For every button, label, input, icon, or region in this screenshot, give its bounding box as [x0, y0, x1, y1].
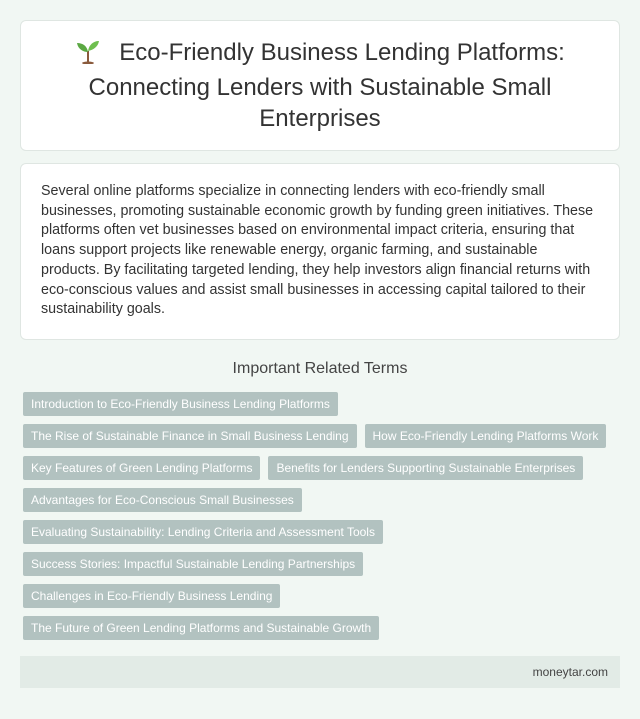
- related-term-tag[interactable]: Advantages for Eco-Conscious Small Businesses: [23, 488, 302, 512]
- related-term-tag[interactable]: Introduction to Eco-Friendly Business Lending Platforms: [23, 392, 338, 416]
- footer: [20, 656, 620, 688]
- related-term-tag[interactable]: Success Stories: Impactful Sustainable Lending Partnerships: [23, 552, 363, 576]
- related-term-tag[interactable]: Challenges in Eco-Friendly Business Lending: [23, 584, 280, 608]
- summary-text: Several online platforms specialize in connecting lenders with eco-friendly small businesses, promoting sustainable economic growth by funding green initiatives. These platforms often vet businesses based on environmental impact criteria, ensuring that loans support projects like renewable energy, organic farming, and sustainable products. By facilitating targeted lending, they help investors align financial returns with eco-conscious values and assist small businesses in accessing capital tailored to their sustainability goals.: [41, 183, 594, 318]
- related-term-tag[interactable]: Benefits for Lenders Supporting Sustainable Enterprises: [268, 456, 583, 480]
- summary-card: [20, 163, 620, 340]
- page-title: [60, 37, 580, 134]
- page-title-text: Eco-Friendly Business Lending Platforms: Connecting Lenders with Sustainable Small Enterprises: [88, 39, 565, 132]
- related-term-tag[interactable]: How Eco-Friendly Lending Platforms Work: [365, 424, 607, 448]
- related-term-tag[interactable]: Key Features of Green Lending Platforms: [23, 456, 260, 480]
- title-card: [20, 20, 620, 151]
- footer-site-link[interactable]: moneytar.com: [532, 665, 608, 679]
- related-terms-list: [23, 392, 623, 640]
- sprout-icon: [75, 40, 101, 72]
- related-term-tag[interactable]: Evaluating Sustainability: Lending Criteria and Assessment Tools: [23, 520, 383, 544]
- related-term-tag[interactable]: The Rise of Sustainable Finance in Small Business Lending: [23, 424, 357, 448]
- related-term-tag[interactable]: The Future of Green Lending Platforms and Sustainable Growth: [23, 616, 379, 640]
- related-terms-heading: Important Related Terms: [232, 360, 408, 377]
